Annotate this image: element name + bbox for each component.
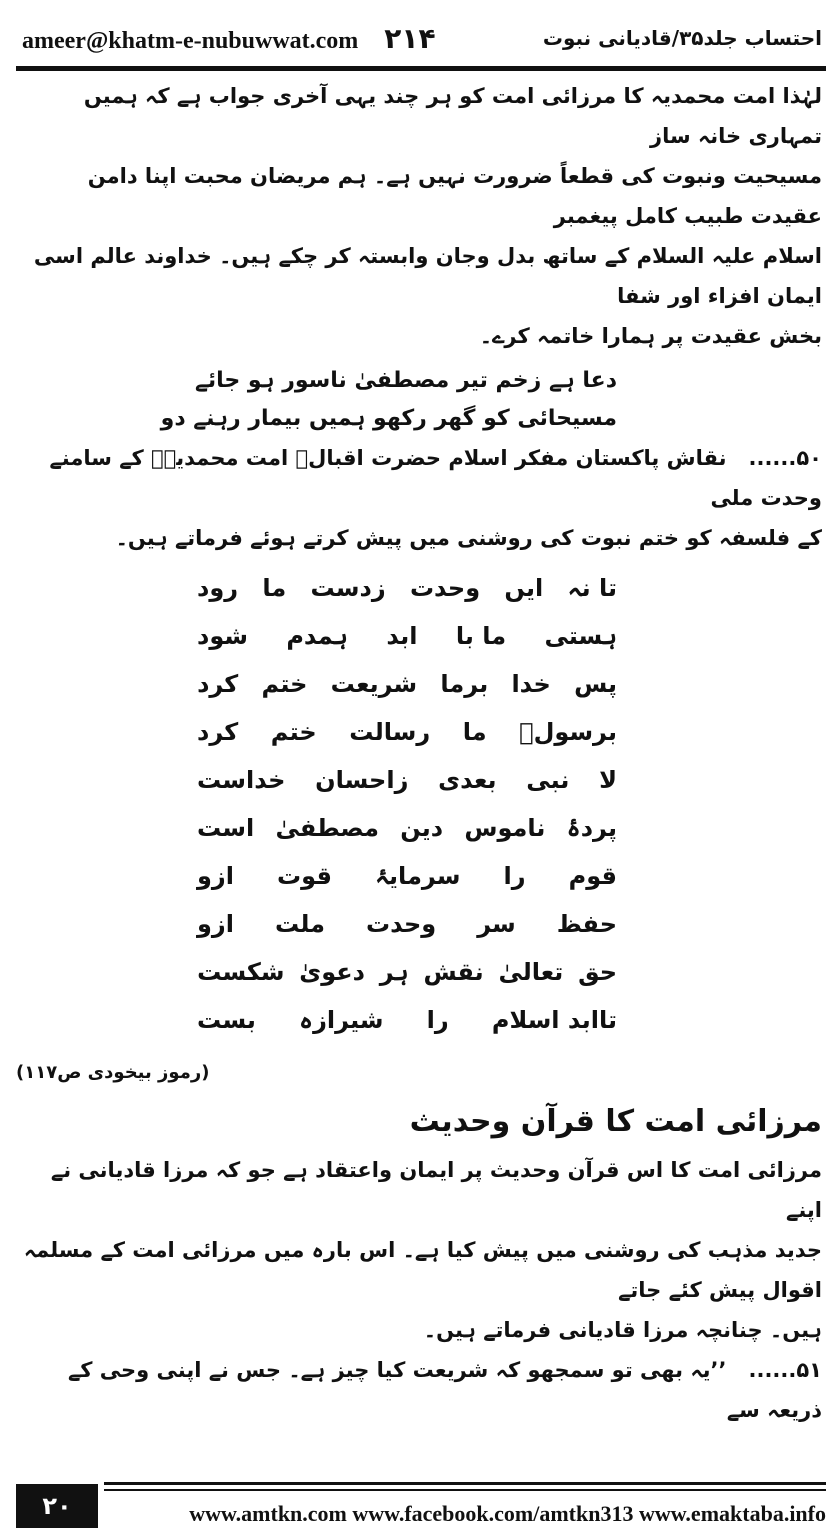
poem-line: [197, 948, 617, 996]
poem-line: [197, 708, 617, 756]
poem-line: [197, 564, 617, 612]
poem-word: تاابد اسلام: [491, 1006, 617, 1034]
poem-line: [197, 756, 617, 804]
poem-word: ما با: [455, 622, 507, 650]
poem-word: کرد: [197, 670, 239, 698]
poem-word: رود: [197, 574, 239, 602]
paragraph-line: بخش عقیدت پر ہمارا خاتمہ کرے۔: [479, 324, 822, 348]
poem-word: وحدت: [409, 574, 481, 602]
poem-reference: [16, 1056, 822, 1090]
poem: [16, 564, 822, 1044]
item-50-line: کے فلسفہ کو ختم نبوت کی روشنی میں پیش کرتے ہوئے فرماتے ہیں۔: [115, 526, 822, 550]
poem-word: نقش: [423, 958, 484, 986]
footer-page-number: ۲۰: [16, 1484, 98, 1528]
reference-text: (رموز بیخودی ص۱۱۷): [16, 1062, 210, 1083]
poem-word: ناموس: [464, 814, 546, 842]
poem-line: [197, 852, 617, 900]
item-50-number: ۵۰......: [748, 446, 822, 470]
item-51-text: ’’یہ بھی تو سمجھو کہ شریعت کیا چیز ہے۔ جس نے اپنی وحی کے ذریعہ سے: [67, 1358, 822, 1422]
header-book-title: احتساب جلد۳۵/قادیانی نبوت: [542, 26, 822, 50]
poem-line: [197, 660, 617, 708]
poem-word: شکست: [197, 958, 285, 986]
poem-word: قوم: [568, 862, 617, 890]
header-page-number: ۲۱۴: [384, 21, 436, 55]
poem-word: بست: [197, 1006, 256, 1034]
poem-word: برسولؐ: [519, 718, 617, 746]
poem-word: قوت: [277, 862, 332, 890]
poem-word: ہر: [379, 958, 409, 986]
poem-word: را: [503, 862, 526, 890]
poem-word: است: [197, 814, 255, 842]
header-email: ameer@khatm-e-nubuwwat.com: [22, 27, 359, 54]
poem-word: زدست: [310, 574, 386, 602]
poem-word: حق: [578, 958, 617, 986]
paragraph-line: لہٰذا امت محمدیہ کا مرزائی امت کو ہر چند یہی آخری جواب ہے کہ ہمیں تمہاری خانہ ساز: [83, 84, 822, 148]
paragraph-line: اسلام علیہ السلام کے ساتھ بدل وجان وابستہ کر چکے ہیں۔ خداوند عالم اسی ایمان افزاء اور شفا: [33, 244, 822, 308]
paragraph-line: جدید مذہب کی روشنی میں پیش کیا ہے۔ اس بارہ میں مرزائی امت کے مسلمہ اقوال پیش کئے جاتے: [23, 1238, 822, 1302]
item-51: [16, 1350, 822, 1430]
poem-word: خدا: [511, 670, 551, 698]
poem-word: شود: [197, 622, 248, 650]
item-51-line: [16, 1350, 822, 1430]
item-50-line: [16, 438, 822, 518]
poem-word: ابد: [386, 622, 418, 650]
paragraph-1: [16, 76, 822, 356]
poem-word: خداست: [197, 766, 286, 794]
poem-word: سرمایۂ: [374, 862, 461, 890]
poem-word: برما: [440, 670, 489, 698]
poem-word: شیرازہ: [299, 1006, 384, 1034]
poem-word: ایں: [504, 574, 544, 602]
header-left: [22, 22, 436, 55]
couplet: [16, 362, 822, 438]
couplet-line: مسیحائی کو گھر رکھو ہمیں بیمار رہنے دو: [160, 406, 617, 431]
poem-word: نبی: [526, 766, 570, 794]
couplet-line: دعا ہے زخم تیر مصطفیٰ ناسور ہو جائے: [194, 368, 617, 393]
poem-word: را: [426, 1006, 449, 1034]
poem-word: کرد: [197, 718, 239, 746]
poem-word: بعدی: [438, 766, 497, 794]
poem-word: ازو: [197, 862, 234, 890]
paragraph-2: [16, 1150, 822, 1350]
poem-word: پس: [574, 670, 617, 698]
poem-line: [197, 612, 617, 660]
poem-line: [197, 996, 617, 1044]
footer-links: www.amtkn.com www.facebook.com/amtkn313 www.emaktaba.info: [189, 1501, 826, 1526]
item-51-number: ۵۱......: [748, 1358, 822, 1382]
poem-word: سر: [477, 910, 516, 938]
poem-word: ختم: [270, 718, 317, 746]
poem-word: ہستی: [544, 622, 617, 650]
page-content: [16, 76, 822, 1430]
paragraph-line: مرزائی امت کا اس قرآن وحدیث پر ایمان واعتقاد ہے جو کہ مرزا قادیانی نے اپنے: [50, 1158, 822, 1222]
poem-word: ازو: [197, 910, 234, 938]
section-heading: مرزائی امت کا قرآن وحدیث: [409, 1104, 822, 1139]
footer-rule: [104, 1489, 826, 1491]
poem-line: [197, 804, 617, 852]
poem-word: ما: [462, 718, 487, 746]
poem-word: ہمدم: [286, 622, 348, 650]
poem-word: حفظ: [556, 910, 617, 938]
header-rule: [16, 66, 826, 71]
poem-word: پردۂ: [566, 814, 617, 842]
poem-word: دعویٰ: [299, 958, 365, 986]
poem-word: ما: [262, 574, 287, 602]
footer-rule: [104, 1482, 826, 1485]
poem-word: لا: [599, 766, 617, 794]
poem-line: [197, 900, 617, 948]
poem-word: ختم: [261, 670, 308, 698]
poem-word: دین: [400, 814, 444, 842]
poem-word: زاحسان: [315, 766, 409, 794]
item-50-text: نقاش پاکستان مفکر اسلام حضرت اقبالؒ امت محمدیہؐ کے سامنے وحدت ملی: [49, 446, 822, 510]
poem-word: وحدت: [366, 910, 437, 938]
poem-word: تا نہ: [567, 574, 617, 602]
poem-word: مصطفیٰ: [275, 814, 379, 842]
poem-word: شریعت: [330, 670, 418, 698]
page-header: [22, 14, 822, 62]
poem-word: ملت: [274, 910, 326, 938]
paragraph-line: ہیں۔ چنانچہ مرزا قادیانی فرماتے ہیں۔: [423, 1318, 822, 1342]
poem-word: رسالت: [349, 718, 431, 746]
item-50: [16, 438, 822, 558]
poem-word: تعالیٰ: [498, 958, 564, 986]
paragraph-line: مسیحیت ونبوت کی قطعاً ضرورت نہیں ہے۔ ہم مریضان محبت اپنا دامن عقیدت طبیب کامل پیغمبر: [87, 164, 822, 228]
